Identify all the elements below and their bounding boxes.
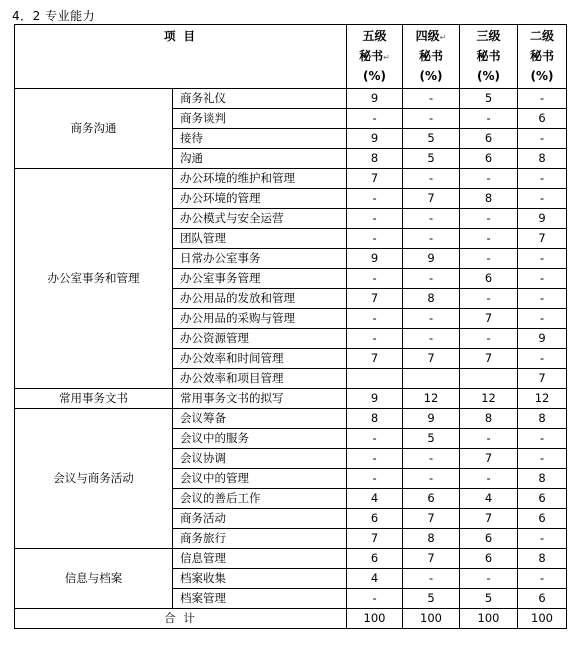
value-cell-level-2: 9 — [518, 329, 567, 349]
item-cell: 档案管理 — [173, 589, 347, 609]
value-cell-level-4: - — [403, 329, 460, 349]
value-cell-level-4: 7 — [403, 189, 460, 209]
value-cell-level-3: 7 — [460, 509, 518, 529]
item-cell: 常用事务文书的拟写 — [173, 389, 347, 409]
value-cell-level-4: 8 — [403, 529, 460, 549]
item-cell: 办公效率和项目管理 — [173, 369, 347, 389]
item-cell: 会议的善后工作 — [173, 489, 347, 509]
value-cell-level-4: - — [403, 209, 460, 229]
total-row — [15, 609, 567, 629]
item-cell: 日常办公室事务 — [173, 249, 347, 269]
value-cell-level-4: 8 — [403, 289, 460, 309]
category-cell: 办公室事务和管理 — [15, 169, 173, 389]
value-cell-level-2: - — [518, 129, 567, 149]
section-title: 4．2 专业能力 — [12, 9, 96, 23]
value-cell-level-2: 7 — [518, 369, 567, 389]
value-cell-level-4: 5 — [403, 429, 460, 449]
value-cell-level-5: - — [347, 429, 403, 449]
value-cell-level-3: 8 — [460, 409, 518, 429]
item-cell: 办公效率和时间管理 — [173, 349, 347, 369]
professional-ability-table — [14, 24, 567, 629]
value-cell-level-2: - — [518, 309, 567, 329]
value-cell-level-5: 7 — [347, 289, 403, 309]
category-cell: 常用事务文书 — [15, 389, 173, 409]
value-cell-level-5: - — [347, 229, 403, 249]
value-cell-level-3: 7 — [460, 349, 518, 369]
value-cell-level-3: - — [460, 209, 518, 229]
value-cell-level-3: 6 — [460, 129, 518, 149]
value-cell-level-5: 8 — [347, 409, 403, 429]
value-cell-level-3: 5 — [460, 589, 518, 609]
value-cell-level-2: 8 — [518, 549, 567, 569]
value-cell-level-2: 6 — [518, 589, 567, 609]
value-cell-level-2: - — [518, 349, 567, 369]
value-cell-level-2: 7 — [518, 229, 567, 249]
value-cell-level-5: 4 — [347, 569, 403, 589]
table-header-row — [15, 25, 567, 89]
category-cell: 会议与商务活动 — [15, 409, 173, 549]
item-cell: 会议协调 — [173, 449, 347, 469]
value-cell-level-2: - — [518, 429, 567, 449]
value-cell-level-3: - — [460, 289, 518, 309]
value-cell-level-2: - — [518, 449, 567, 469]
value-cell-level-4: 7 — [403, 349, 460, 369]
item-cell: 办公环境的管理 — [173, 189, 347, 209]
value-cell-level-2: 8 — [518, 469, 567, 489]
header-level-3: 三级 秘书 (%) — [460, 25, 518, 89]
value-cell-level-5: 4 — [347, 489, 403, 509]
item-cell: 档案收集 — [173, 569, 347, 589]
value-cell-level-4: 5 — [403, 149, 460, 169]
total-label: 合 计 — [15, 609, 347, 629]
value-cell-level-4: - — [403, 569, 460, 589]
value-cell-level-2: - — [518, 249, 567, 269]
value-cell-level-2: 8 — [518, 149, 567, 169]
item-cell: 会议筹备 — [173, 409, 347, 429]
value-cell-level-4: 7 — [403, 509, 460, 529]
value-cell-level-2: - — [518, 89, 567, 109]
value-cell-level-5: 7 — [347, 169, 403, 189]
value-cell-level-3: 6 — [460, 549, 518, 569]
value-cell-level-3: 6 — [460, 269, 518, 289]
value-cell-level-5: 6 — [347, 509, 403, 529]
value-cell-level-5: - — [347, 449, 403, 469]
value-cell-level-5: 9 — [347, 389, 403, 409]
header-level-2: 二级 秘书 (%) — [518, 25, 567, 89]
value-cell-level-4: - — [403, 89, 460, 109]
value-cell-level-3: - — [460, 429, 518, 449]
value-cell-level-5: 8 — [347, 149, 403, 169]
item-cell: 办公用品的发放和管理 — [173, 289, 347, 309]
total-level-2: 100 — [518, 609, 567, 629]
value-cell-level-5: - — [347, 469, 403, 489]
value-cell-level-3: 7 — [460, 449, 518, 469]
item-cell: 办公资源管理 — [173, 329, 347, 349]
total-level-4: 100 — [403, 609, 460, 629]
table-body — [15, 89, 567, 609]
table-row — [15, 549, 567, 569]
value-cell-level-2: 9 — [518, 209, 567, 229]
item-cell: 商务礼仪 — [173, 89, 347, 109]
value-cell-level-5: - — [347, 209, 403, 229]
value-cell-level-3: 8 — [460, 189, 518, 209]
value-cell-level-4 — [403, 369, 460, 389]
value-cell-level-2: - — [518, 189, 567, 209]
value-cell-level-5: 6 — [347, 549, 403, 569]
table-row — [15, 169, 567, 189]
value-cell-level-4: 7 — [403, 549, 460, 569]
value-cell-level-2: 8 — [518, 409, 567, 429]
value-cell-level-4: - — [403, 109, 460, 129]
value-cell-level-2: - — [518, 169, 567, 189]
value-cell-level-5: 7 — [347, 529, 403, 549]
header-item: 项 目 — [15, 25, 347, 89]
value-cell-level-2: 6 — [518, 489, 567, 509]
total-level-3: 100 — [460, 609, 518, 629]
category-cell: 信息与档案 — [15, 549, 173, 609]
value-cell-level-3: - — [460, 229, 518, 249]
value-cell-level-4: 5 — [403, 129, 460, 149]
category-cell: 商务沟通 — [15, 89, 173, 169]
value-cell-level-2: 6 — [518, 509, 567, 529]
item-cell: 会议中的服务 — [173, 429, 347, 449]
value-cell-level-2: - — [518, 289, 567, 309]
value-cell-level-3: - — [460, 249, 518, 269]
value-cell-level-2: 6 — [518, 109, 567, 129]
value-cell-level-4: 9 — [403, 249, 460, 269]
value-cell-level-5: - — [347, 589, 403, 609]
value-cell-level-2: - — [518, 569, 567, 589]
value-cell-level-3: - — [460, 469, 518, 489]
value-cell-level-3: 5 — [460, 89, 518, 109]
item-cell: 会议中的管理 — [173, 469, 347, 489]
value-cell-level-5: 7 — [347, 349, 403, 369]
item-cell: 办公模式与安全运营 — [173, 209, 347, 229]
value-cell-level-5: - — [347, 189, 403, 209]
value-cell-level-2: - — [518, 529, 567, 549]
item-cell: 商务活动 — [173, 509, 347, 529]
value-cell-level-4: 6 — [403, 489, 460, 509]
value-cell-level-5: - — [347, 109, 403, 129]
table-row — [15, 89, 567, 109]
item-cell: 办公用品的采购与管理 — [173, 309, 347, 329]
value-cell-level-3: 7 — [460, 309, 518, 329]
header-level-5: 五级 秘书↵ (%) — [347, 25, 403, 89]
value-cell-level-2: 12 — [518, 389, 567, 409]
value-cell-level-4: 12 — [403, 389, 460, 409]
value-cell-level-3: - — [460, 569, 518, 589]
value-cell-level-5: 9 — [347, 249, 403, 269]
value-cell-level-4: - — [403, 169, 460, 189]
value-cell-level-5: 9 — [347, 89, 403, 109]
value-cell-level-5: - — [347, 269, 403, 289]
value-cell-level-2: - — [518, 269, 567, 289]
value-cell-level-3: 6 — [460, 149, 518, 169]
value-cell-level-3: - — [460, 109, 518, 129]
item-cell: 商务谈判 — [173, 109, 347, 129]
value-cell-level-4: - — [403, 449, 460, 469]
value-cell-level-3: 6 — [460, 529, 518, 549]
value-cell-level-3: - — [460, 329, 518, 349]
value-cell-level-4: 9 — [403, 409, 460, 429]
item-cell: 办公环境的维护和管理 — [173, 169, 347, 189]
value-cell-level-4: - — [403, 309, 460, 329]
item-cell: 沟通 — [173, 149, 347, 169]
value-cell-level-4: 5 — [403, 589, 460, 609]
value-cell-level-3: 4 — [460, 489, 518, 509]
value-cell-level-3: - — [460, 169, 518, 189]
value-cell-level-5: 9 — [347, 129, 403, 149]
item-cell: 商务旅行 — [173, 529, 347, 549]
total-level-5: 100 — [347, 609, 403, 629]
item-cell: 信息管理 — [173, 549, 347, 569]
value-cell-level-3: 12 — [460, 389, 518, 409]
value-cell-level-4: - — [403, 229, 460, 249]
item-cell: 办公室事务管理 — [173, 269, 347, 289]
table-row — [15, 409, 567, 429]
value-cell-level-5: - — [347, 329, 403, 349]
value-cell-level-5: - — [347, 309, 403, 329]
value-cell-level-5 — [347, 369, 403, 389]
header-level-4: 四级↵ 秘书 (%) — [403, 25, 460, 89]
value-cell-level-4: - — [403, 469, 460, 489]
item-cell: 接待 — [173, 129, 347, 149]
item-cell: 团队管理 — [173, 229, 347, 249]
value-cell-level-4: - — [403, 269, 460, 289]
table-row — [15, 389, 567, 409]
value-cell-level-3 — [460, 369, 518, 389]
